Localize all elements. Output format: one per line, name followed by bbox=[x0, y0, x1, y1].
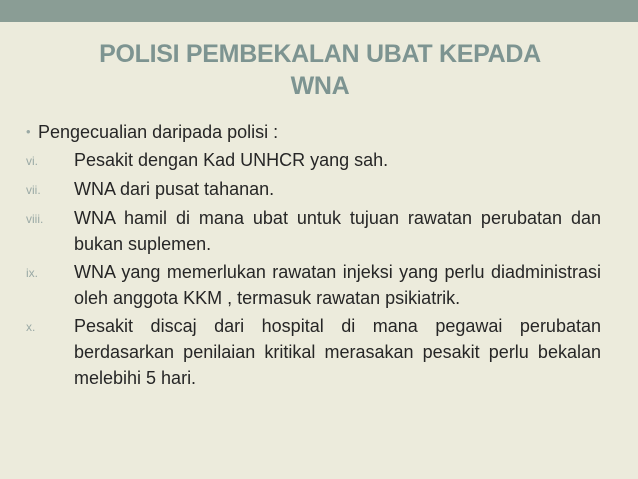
list-item-number: vi. bbox=[26, 154, 38, 168]
list-item-number: viii. bbox=[26, 212, 44, 226]
slide-content bbox=[26, 119, 601, 393]
list-item bbox=[26, 313, 601, 391]
intro-text: Pengecualian daripada polisi : bbox=[38, 122, 279, 142]
list-item-text: Pesakit discaj dari hospital di mana pegawai perubatan berdasarkan penilaian kritikal merasakan pesakit perlu bekalan melebihi 5 hari. bbox=[74, 316, 601, 388]
list-item-number: vii. bbox=[26, 183, 41, 197]
slide-title bbox=[60, 38, 580, 102]
top-accent-bar bbox=[0, 0, 638, 22]
list-item bbox=[26, 205, 601, 257]
list-item-text: WNA hamil di mana ubat untuk tujuan rawatan perubatan dan bukan suplemen. bbox=[74, 208, 601, 254]
list-item bbox=[26, 176, 601, 203]
list-item-text: WNA yang memerlukan rawatan injeksi yang perlu diadministrasi oleh anggota KKM , termasuk rawatan psikiatrik. bbox=[74, 262, 601, 308]
slide-title-line-2: WNA bbox=[290, 72, 350, 100]
list-item-number: ix. bbox=[26, 266, 38, 280]
list-item bbox=[26, 259, 601, 311]
list-item bbox=[26, 147, 601, 174]
list-item-text: WNA dari pusat tahanan. bbox=[74, 179, 275, 199]
slide-title-line-1: POLISI PEMBEKALAN UBAT KEPADA bbox=[99, 40, 541, 68]
list-item-text: Pesakit dengan Kad UNHCR yang sah. bbox=[74, 150, 389, 170]
bullet-icon: • bbox=[26, 124, 31, 139]
list-item-number: x. bbox=[26, 320, 36, 334]
intro-bullet bbox=[26, 119, 601, 145]
